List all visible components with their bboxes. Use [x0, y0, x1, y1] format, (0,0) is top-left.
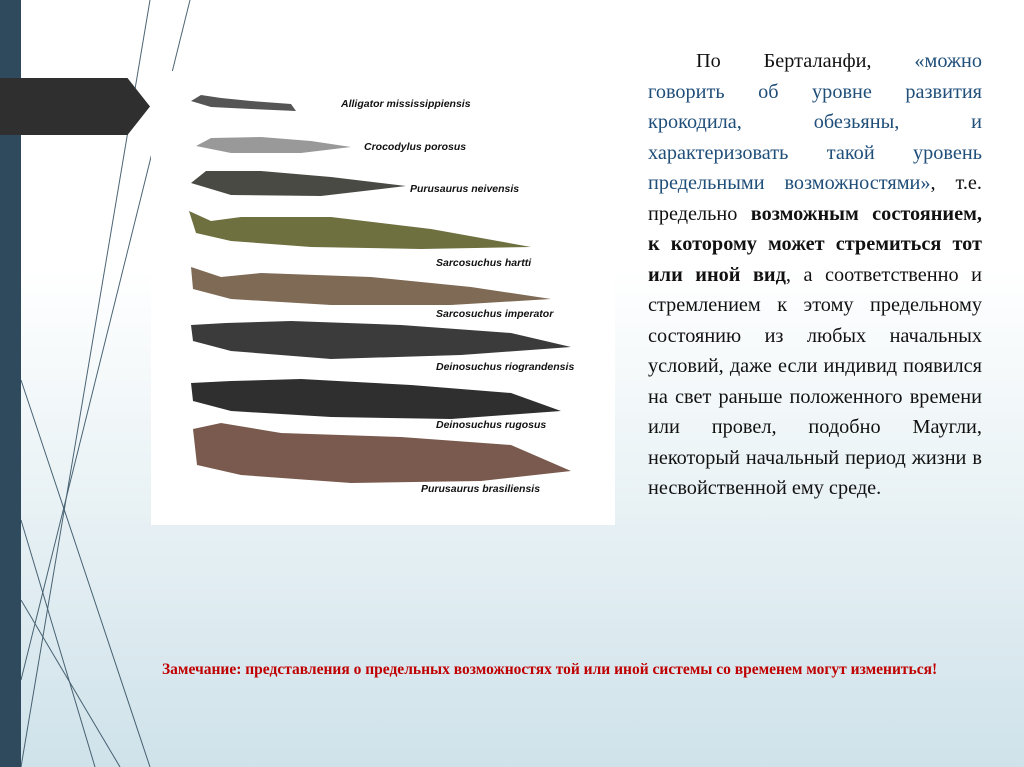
crocodile-size-comparison-figure: [151, 71, 615, 525]
croc-silhouette-7: [191, 379, 561, 419]
label-crocodylus-porosus: Crocodylus porosus: [364, 141, 467, 153]
croc-silhouette-5: [191, 267, 551, 305]
label-purusaurus-brasiliensis: Purusaurus brasiliensis: [421, 483, 541, 495]
after-quote-text: , т.е. предельно: [648, 172, 983, 225]
label-sarcosuchus-imperator: Sarcosuchus imperator: [436, 308, 554, 320]
croc-silhouette-3: [191, 171, 406, 196]
croc-silhouette-4: [189, 211, 531, 249]
label-purusaurus-neivensis: Purusaurus neivensis: [410, 183, 520, 195]
croc-silhouette-8: [193, 423, 571, 483]
rest-text: , а соответственно и стремлением к этому предельному состоянию из любых начальных условий, даже если индивид появился на свет раньше положенного времени или провел, подобно Маугли, некоторый начальный период жизни в несвойственной ему среде.: [648, 263, 982, 499]
quote-text: «можно говорить об уровне развития крокодила, обезьяны, и характеризовать такой уровень предельными возможностями»: [648, 50, 982, 194]
croc-silhouette-1: [191, 95, 296, 111]
intro-text: По Берталанфи,: [696, 50, 915, 72]
croc-silhouette-6: [191, 321, 571, 359]
croc-silhouette-2: [196, 137, 351, 153]
crocodile-silhouettes: [151, 71, 615, 525]
main-paragraph: [648, 46, 982, 504]
label-sarcosuchus-hartti: Sarcosuchus hartti: [436, 257, 532, 269]
note-remark: Замечание: представления о предельных возможностях той или иной системы со временем могут измениться!: [162, 661, 938, 678]
label-deinosuchus-riograndensis: Deinosuchus riograndensis: [436, 361, 575, 373]
label-deinosuchus-rugosus: Deinosuchus rugosus: [436, 419, 547, 431]
label-alligator-mississippiensis: Alligator mississippiensis: [341, 98, 471, 110]
bold-text: возможным состоянием, к которому может стремиться тот или иной вид: [648, 202, 983, 286]
arrow-tab-decoration: [0, 78, 150, 135]
